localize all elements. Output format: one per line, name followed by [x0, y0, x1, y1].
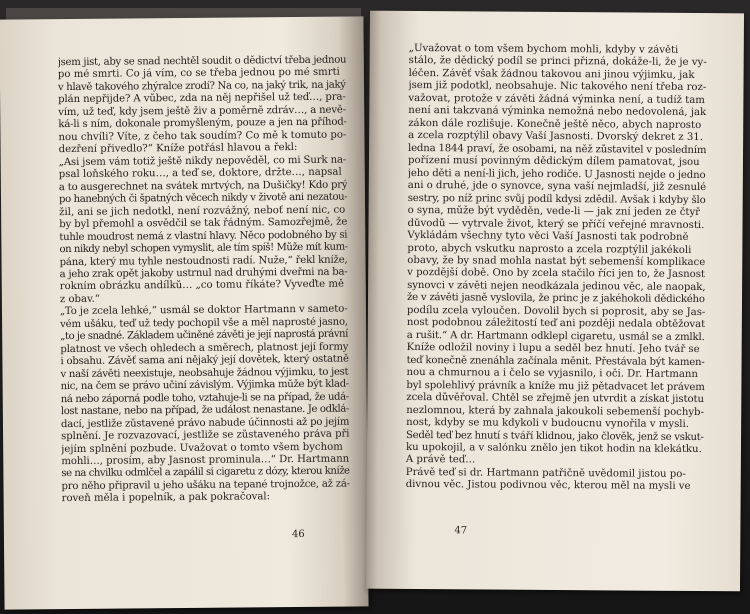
text-line: synovci v závěti nejen neodkázala jedinou věc, ale naopak, [407, 279, 706, 293]
text-line: rokním obrázku andílků… „co tomu říkáte? Vyveďte mě [59, 279, 345, 293]
text-line: jsem již podotkl, neobsahuje. Nic takového není třeba roz- [408, 80, 707, 94]
text-line: tuhle moudrost nemá z vlastní hlavy. Něco podobného by si [59, 229, 348, 243]
text-line: mohli…, prosím, aby Jasnost prominula…“ Dr. Hartmann [61, 453, 350, 468]
text-line: „To je zcela lehké,“ usmál se doktor Hartmann v sameto- [59, 303, 348, 318]
text-line: by byl přemohl a osvědčil se tak řádným. Samozřejmě, že [59, 216, 348, 231]
text-line: splnění. Je rozvazovací, jestliže se zůstaveného práva při [61, 428, 350, 443]
text-line: lost nastane, nebo na případ, že událost nenastane. Je odklá- [60, 403, 349, 418]
text-line: pána, který mu tyhle nestoudnosti radí. Nuže,“ řekl kníže, [59, 254, 348, 268]
text-line: platnost ve všech ohledech a směrech, platnost její formy [60, 341, 349, 355]
text-line: pro něho připravil u jeho ušáku na tepané trojnožce, až zá- [61, 478, 350, 493]
text-line: v hlavě takového zhýralce zrodí? Na co, na jaký trik, na jaký [57, 79, 346, 94]
text-line: z obav.“ [59, 293, 101, 305]
text-line: nezlomnou, která by zahnala jakoukoli sebemenší pochyb- [406, 404, 704, 418]
text-line: nic, na čem se právo učiní závislým. Výjimka může být klad- [60, 378, 349, 393]
text-line: Právě teď si dr. Hartmann patřičně uvědomil jistou po- [405, 466, 686, 480]
right-page [366, 11, 744, 592]
text-line: psal loňského roku…, a teď se, doktore, držte…, napsal [58, 166, 342, 181]
text-line: divnou věc. Jistou podivnou věc, kterou měl na mysli ve [405, 479, 691, 493]
text-line: nost podobnou záležitostí teď ani později nedala obtěžovat [406, 317, 705, 331]
text-line: Kníže odložil noviny i lupu a seděl bez hnutí. Jeho tvář se [406, 342, 700, 356]
text-line: „to je snadné. Základem učiněné závěti je její naprostá právní [60, 328, 348, 343]
text-line: važovat, protože v závěti žádná výminka není, a tudíž tam [408, 92, 705, 106]
text-line: ku upokojil, a v salónku znělo jen tikot hodin na klekátku. [405, 441, 702, 456]
text-line: nost, kdyby se mu kdykoli v budoucnu vynořila v mysli. [406, 417, 690, 431]
text-line: léčen. Závěť však žádnou takovou ani jinou výjimku, jak [408, 67, 695, 81]
text-line: o syna, může být vyděděn, vede-li — jak zní jeden ze čtyř [407, 205, 701, 219]
left-page [0, 16, 369, 609]
text-line: pořízení musí povinným dědickým dílem pamatovat, jsou [407, 155, 700, 169]
text-line: i obsahu. Závěť sama ani nějaký její dovětek, který ostatně [60, 353, 349, 368]
text-line: A právě teď… [405, 454, 476, 466]
right-page-number: 47 [454, 525, 468, 537]
text-line: stálo, že dědický podíl se princi přizná, dokáže-li, že je vy- [408, 55, 707, 69]
text-line: ledna 1844 praví, že osobami, na něž zůstavitel v posledním [408, 142, 707, 156]
text-line: a zcela rozptýlil obavy Vaší Jasnosti. Dvorský dekret z 31. [408, 130, 704, 144]
text-line: dací, jestliže zůstavené právo nabude účinnosti až po jejím [60, 416, 350, 430]
text-line: on nikdy nebyl schopen vymyslit, ale tím spíš! Může mít kum- [59, 241, 348, 256]
text-line: plán nepřijde? A vůbec, zda na něj nepřišel už teď…, pra- [58, 91, 346, 106]
left-page-number: 46 [291, 528, 305, 541]
text-line: se na chvilku odmlčel a zapálil si cigaretu z dózy, kterou kníže [61, 466, 350, 480]
text-line: nou a chmurnou a i čelo se vyjasnilo, i oči. Dr. Hartmann [406, 367, 698, 381]
text-line: teď konečně znenáhla začínala měnit. Přestávala být kamen- [406, 354, 705, 368]
text-line: není ani takzvaná výminka nemožná nebo nedovolená, jak [408, 105, 707, 119]
text-line: že v závěti jasně vyslovila, že princ je z jakéhokoli dědického [406, 292, 705, 306]
text-line: vím, už teď, kdy jsem ještě živ a poměrně zdráv…, a nevě- [58, 104, 347, 118]
text-line: Seděl teď bez hnutí s tváří klidnou, jako člověk, jenž se vskut- [406, 429, 704, 443]
text-line: „Asi jsem vám totiž ještě nikdy nepověděl, co mi Šurk na- [58, 154, 347, 168]
text-line: roveň měla i popelník, a pak pokračoval: [61, 491, 271, 505]
text-line: dezření přivedlo?“ Kníže potřásl hlavou a řekl: [58, 142, 298, 156]
text-line: a rušit.“ A dr. Hartmann odklepl cigaretu, usmál se a zmlkl. [406, 329, 705, 343]
text-line: Vykládám všechny tyto věci Vaší Jasnosti tak podrobně [407, 229, 689, 243]
right-page-text [406, 43, 707, 494]
text-line: proto, abych vskutku naprosto a zcela rozptýlil jakékoli [407, 242, 692, 256]
text-line: žil, ani se jich nedotkl, není rozvážný, neboť není nic, co [59, 204, 346, 218]
text-line: vém ušáku, teď už tedy pochopil vše a měl naprosté jasno, [60, 316, 348, 330]
text-line: nou chvíli? Víte, z čeho tak soudím? Co mě k tomuto po- [58, 129, 347, 143]
text-line: obavy, že by snad mohla nastat být sebemenší komplikace [407, 254, 706, 269]
text-line: po mé smrti. Co já vím, co se třeba jednou po mé smrti [57, 67, 340, 81]
text-line: a jeho zrak opět jakoby ustrnul nad druhými dveřmi na ba- [59, 266, 348, 281]
text-line: ká-li s ním, dokonale promyšleným, pouze a jen na příhod- [58, 116, 347, 131]
text-line: jeho děti a není-li jich, jeho rodiče. U Jasnosti nejde o jedno [407, 167, 706, 181]
left-page-text [58, 55, 350, 506]
text-line: důvodů — vytrvale život, který se příčí veřejné mravnosti. [407, 217, 705, 231]
text-line: zákon dále rozlišuje. Konečně ještě něco, abych naprosto [408, 117, 702, 131]
text-line: a to ausgerechnet na svátek mrtvých, na Dušičky! Kdo prý [58, 179, 347, 193]
text-line: podílu zcela vyloučen. Dovolil bych si poprosit, aby se Jas- [406, 304, 705, 318]
text-line: v naší závěti neexistuje, neobsahuje žádnou výjimku, to jest [60, 366, 349, 380]
text-line: jejím splnění pozbude. Uvažovat o tomto všem bychom [61, 441, 343, 455]
text-line: po hanebných či špatných věcech nikdy v životě ani nezatou- [58, 191, 348, 206]
text-line: zcela důvěřoval. Chtěl se zřejmě jen utvrdit a získat jistotu [406, 392, 705, 406]
text-line: v pozdější době. Ono by zcela stačilo říci jen to, že Jasnost [407, 267, 706, 281]
text-line: byl spolehlivý právník a kníže mu již pětadvacet let právem [406, 379, 705, 393]
text-line: ani o druhé, jde o synovce, syna vaší nejmladší, již zesnulé [407, 180, 706, 194]
text-line: ná nebo záporná podle toho, vztahuje-li se na případ, že udá- [60, 391, 349, 405]
text-line: jsem jist, aby se snad nechtěl soudit o dědictví třeba jednou [57, 54, 346, 69]
text-line: sestry, po níž princ svůj podíl kdysi zdědil. Avšak i kdyby šlo [407, 192, 706, 206]
text-line: „Uvažovat o tom všem bychom mohli, kdyby v závěti [408, 42, 679, 56]
